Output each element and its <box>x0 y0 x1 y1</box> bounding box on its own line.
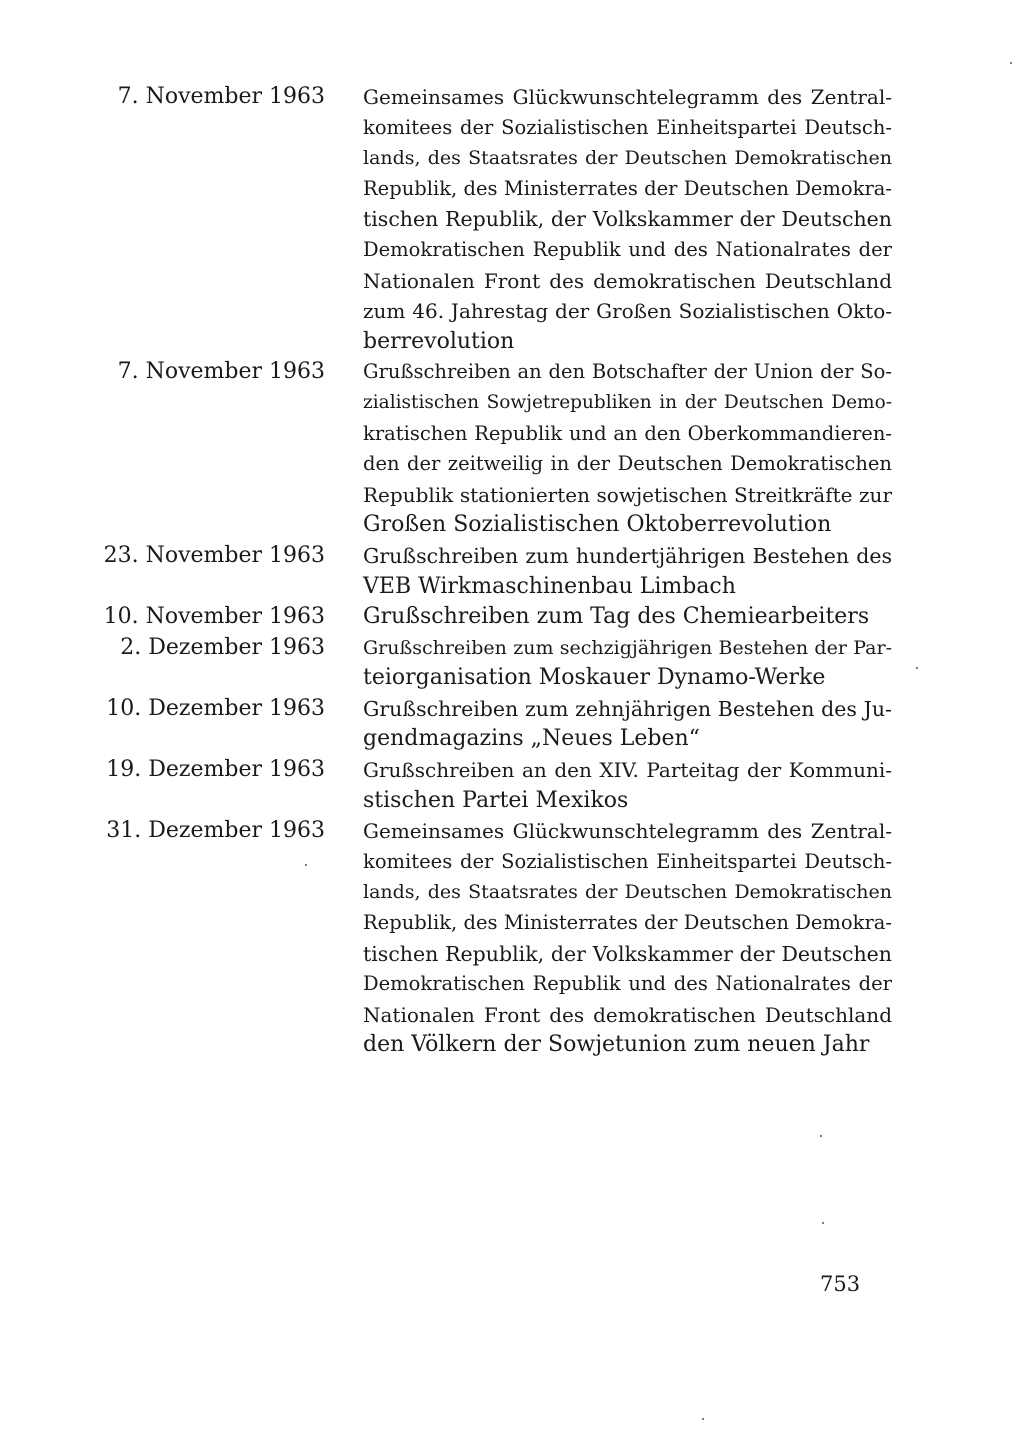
entry-date: 31. Dezember 1963 <box>106 818 325 844</box>
entry-text-line: Grußschreiben zum Tag des Chemiearbeiters <box>363 604 870 630</box>
entry-text-line: stischen Partei Mexikos <box>363 787 629 813</box>
chronology-entry <box>0 541 1024 602</box>
entry-date: 7. November 1963 <box>117 359 325 385</box>
entry-text-line: Republik, des Ministerrates der Deutschen Demokra- <box>363 911 892 935</box>
entry-text-line: Demokratischen Republik und des Nationalrates der <box>363 237 892 261</box>
page-number: 753 <box>820 1272 861 1296</box>
entry-text <box>363 541 892 602</box>
entry-text-line: berrevolution <box>363 328 515 354</box>
entry-text-line: zialistischen Sowjetrepubliken in der Deutschen Demo- <box>363 391 892 413</box>
entry-text-line: komitees der Sozialistischen Einheitspartei Deutsch- <box>363 115 892 139</box>
entry-text-line: zum 46. Jahrestag der Großen Sozialistischen Okto- <box>363 299 892 324</box>
entry-text-line: komitees der Sozialistischen Einheitspartei Deutsch- <box>363 849 892 873</box>
chronology-list <box>0 82 1024 1061</box>
entry-text-line: tischen Republik, der Volkskammer der Deutschen <box>363 207 892 232</box>
entry-date: 19. Dezember 1963 <box>106 757 325 783</box>
scan-speck <box>822 1222 824 1224</box>
entry-text-line: Grußschreiben an den XIV. Parteitag der Kommuni- <box>363 758 892 783</box>
entry-date: 2. Dezember 1963 <box>120 634 325 660</box>
entry-text <box>363 755 892 816</box>
scan-speck <box>1010 62 1012 64</box>
entry-text-line: den Völkern der Sowjetunion zum neuen Jahr <box>363 1032 870 1058</box>
chronology-entry <box>0 82 1024 357</box>
entry-text-line: kratischen Republik und an den Oberkommandieren- <box>363 421 892 445</box>
entry-text-line: Republik stationierten sowjetischen Streitkräfte zur <box>363 482 892 507</box>
entry-text <box>363 357 892 541</box>
chronology-entry <box>0 816 1024 1061</box>
entry-text-line: Gemeinsames Glückwunschtelegramm des Zentral- <box>363 85 892 109</box>
entry-text-line: Grußschreiben zum zehnjährigen Bestehen des Ju- <box>363 696 892 721</box>
chronology-entry <box>0 694 1024 755</box>
entry-text <box>363 694 892 755</box>
scan-speck <box>820 1135 822 1137</box>
entry-text-line: Nationalen Front des demokratischen Deutschland <box>363 1002 892 1027</box>
entry-text-line: Grußschreiben an den Botschafter der Union der So- <box>363 360 892 384</box>
entry-text-line: Großen Sozialistischen Oktoberrevolution <box>363 512 832 538</box>
entry-text-line: den der zeitweilig in der Deutschen Demokratischen <box>363 452 892 476</box>
scan-speck <box>916 667 918 669</box>
entry-text-line: Grußschreiben zum sechzigjährigen Bestehen der Par- <box>363 636 892 659</box>
entry-text-line: Nationalen Front des demokratischen Deutschland <box>363 268 892 293</box>
entry-text <box>363 82 892 357</box>
entry-date: 10. November 1963 <box>103 604 325 630</box>
entry-text-line: gendmagazins „Neues Leben“ <box>363 726 700 752</box>
entry-text <box>363 602 892 633</box>
entry-text-line: teiorganisation Moskauer Dynamo-Werke <box>363 665 826 691</box>
entry-text-line: Gemeinsames Glückwunschtelegramm des Zentral- <box>363 819 892 844</box>
entry-date: 7. November 1963 <box>117 84 325 109</box>
chronology-entry <box>0 633 1024 694</box>
entry-text-line: lands, des Staatsrates der Deutschen Demokratischen <box>363 881 892 904</box>
entry-text <box>363 633 892 694</box>
entry-text-line: VEB Wirkmaschinenbau Limbach <box>363 573 736 599</box>
chronology-entry <box>0 755 1024 816</box>
chronology-entry <box>0 602 1024 633</box>
scan-speck <box>702 1418 704 1420</box>
entry-text-line: Demokratischen Republik und des Nationalrates der <box>363 972 892 996</box>
entry-text-line: Grußschreiben zum hundertjährigen Bestehen des <box>363 543 892 568</box>
entry-date: 10. Dezember 1963 <box>106 695 325 721</box>
chronology-entry <box>0 357 1024 541</box>
entry-text-line: tischen Republik, der Volkskammer der Deutschen <box>363 941 892 966</box>
entry-text-line: lands, des Staatsrates der Deutschen Demokratischen <box>363 147 892 170</box>
entry-text-line: Republik, des Ministerrates der Deutschen Demokra- <box>363 176 892 200</box>
entry-date: 23. November 1963 <box>103 542 325 568</box>
entry-text <box>363 816 892 1061</box>
scan-speck <box>305 864 307 866</box>
